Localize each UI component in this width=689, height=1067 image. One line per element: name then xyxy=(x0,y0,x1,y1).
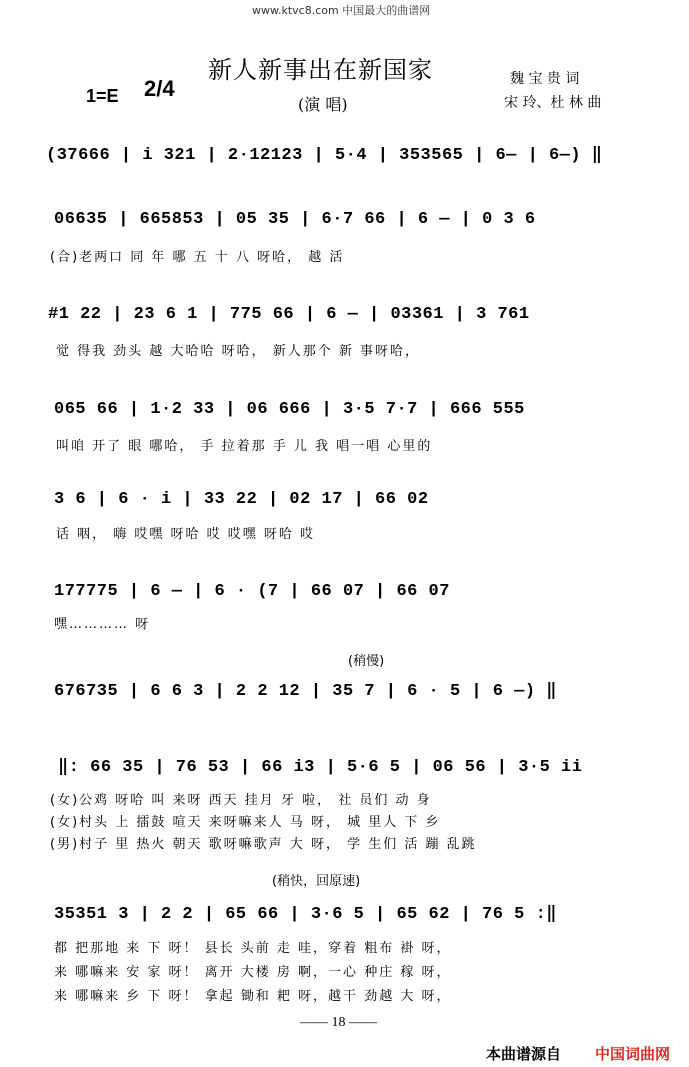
lyrics-row-4: 叫咱 开了 眼 哪哈， 手 拉着那 手 儿 我 唱一唱 心里的 xyxy=(56,439,433,454)
page-number: —— 18 —— xyxy=(300,1015,377,1030)
source-url[interactable]: www.ktvc8.com 中国最大的曲谱网 xyxy=(252,4,431,17)
tempo-marking-1: (稍慢) xyxy=(348,654,385,669)
lyrics-row-6: 嘿………… 呀 xyxy=(54,617,151,632)
key-signature: 1=E xyxy=(86,86,119,106)
tempo-marking-2: (稍快，回原速) xyxy=(272,874,361,889)
notation-row-1: (37666 | i 321 | 2·12123 | 5·4 | 353565 | 6— | 6—) ‖ xyxy=(46,146,603,165)
lyrics-row-9-verse-2: 来 哪嘛来 安 家 呀！ 离开 大楼 房 啊，一心 种庄 稼 呀， xyxy=(54,965,452,980)
composer-credit: 宋 玲、杜 林 曲 xyxy=(504,95,602,111)
notation-row-5: 3 6 | 6 · i | 33 22 | 02 17 | 66 02 xyxy=(54,490,429,509)
notation-row-4: 065 66 | 1·2 33 | 06 666 | 3·5 7·7 | 666 555 xyxy=(54,400,525,419)
lyrics-row-8-verse-1: (女)公鸡 呀哈 叫 来呀 西天 挂月 牙 啦， 社 员们 动 身 xyxy=(50,793,432,808)
lyrics-row-8-verse-2: (女)村头 上 擂鼓 喧天 来呀嘛来人 马 呀， 城 里人 下 乡 xyxy=(50,815,441,830)
time-signature: 2/4 xyxy=(144,76,175,101)
song-title: 新人新事出在新国家 xyxy=(208,56,433,84)
notation-row-9: 35351 3 | 2 2 | 65 66 | 3·6 5 | 65 62 | 76 5 :‖ xyxy=(54,905,558,924)
lyrics-row-9-verse-3: 来 哪嘛来 乡 下 呀！ 拿起 锄和 耙 呀，越干 劲越 大 呀， xyxy=(54,989,452,1004)
notation-row-7: 676735 | 6 6 3 | 2 2 12 | 35 7 | 6 · 5 | 6 —) ‖ xyxy=(54,682,558,701)
genre-label: (演 唱) xyxy=(298,95,348,114)
source-label: 本曲谱源自 xyxy=(486,1045,562,1063)
notation-row-6: 177775 | 6 — | 6 · (7 | 66 07 | 66 07 xyxy=(54,582,450,601)
site-name-link[interactable]: 中国词曲网 xyxy=(595,1045,671,1063)
notation-row-2: 06635 | 665853 | 05 35 | 6·7 66 | 6 — | 0 3 6 xyxy=(54,210,536,229)
lyrics-row-3: 觉 得我 劲头 越 大哈哈 呀哈， 新人那个 新 事呀哈， xyxy=(56,344,421,359)
lyricist-credit: 魏 宝 贵 词 xyxy=(510,71,580,87)
notation-row-3: #1 22 | 23 6 1 | 775 66 | 6 — | 03361 | 3 761 xyxy=(48,305,530,324)
lyrics-row-2: (合)老两口 同 年 哪 五 十 八 呀哈， 越 活 xyxy=(50,250,345,265)
notation-row-8: ‖: 66 35 | 76 53 | 66 i3 | 5·6 5 | 06 56 | 3·5 ii xyxy=(58,758,583,777)
lyrics-row-8-verse-3: (男)村子 里 热火 朝天 歌呀嘛歌声 大 呀， 学 生们 活 蹦 乱跳 xyxy=(50,837,477,852)
lyrics-row-9-verse-1: 都 把那地 来 下 呀！ 县长 头前 走 哇，穿着 粗布 褂 呀， xyxy=(54,941,452,956)
lyrics-row-5: 话 咽， 嗨 哎嘿 呀哈 哎 哎嘿 呀哈 哎 xyxy=(56,527,316,542)
